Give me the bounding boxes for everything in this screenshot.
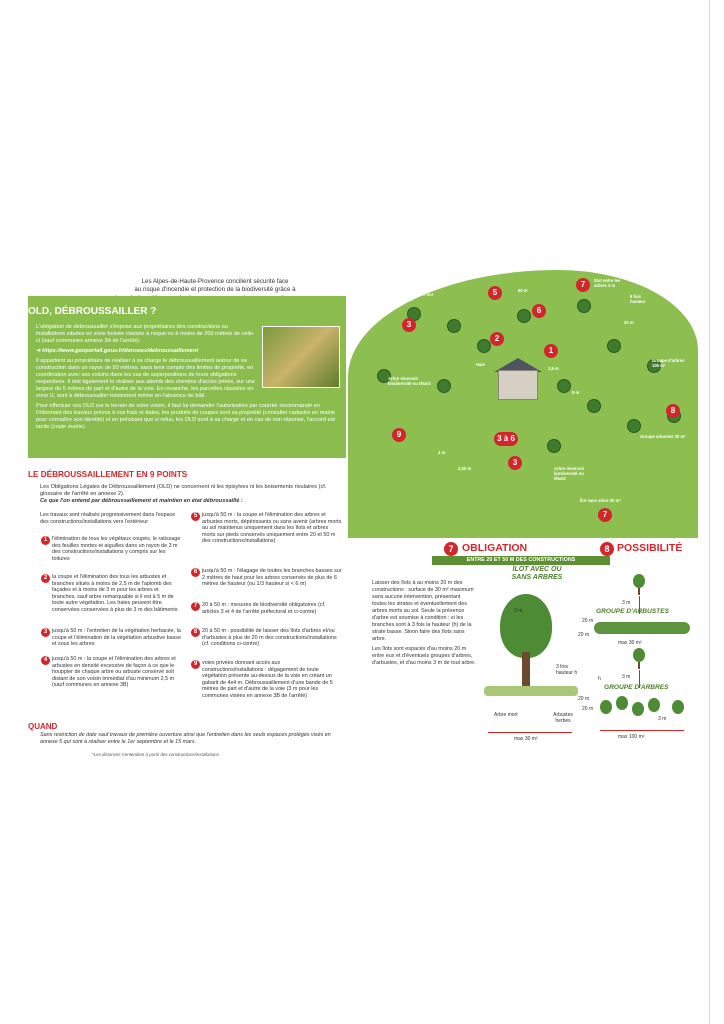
point-4 bbox=[43, 656, 182, 689]
tree-icon bbox=[628, 420, 640, 432]
obligation-paragraph-1: Laisser des îlots à au moins 20 m des constructions : surface de 30 m² maximum sans aucune intervention, présentant toutes les strates et éventuellement des arbres morts au sol. Seule la présence d'arbre est soumise à condition : si les branches sont à 3 fois la hauteur (h) de la strate basse. Sinon faire des îlots sans arbre. bbox=[372, 580, 474, 642]
distance-20m: 20 m bbox=[624, 320, 634, 325]
label-20m-shrubs: 20 m bbox=[582, 618, 594, 624]
tree-icon bbox=[438, 380, 450, 392]
label-3m-top: 3 m bbox=[514, 608, 523, 614]
point-number: 8 bbox=[191, 628, 200, 637]
point-8 bbox=[193, 628, 342, 648]
tree-icon bbox=[518, 310, 530, 322]
point-number: 7 bbox=[191, 602, 200, 611]
label-reservoir-tree-2: Arbre réservoir biodiversité ou têtard bbox=[554, 466, 585, 481]
debroussaillement-intro bbox=[40, 484, 340, 505]
possibilite-badge: 8 bbox=[600, 542, 614, 556]
obligation-band: ENTRE 20 ET 50 M DES CONSTRUCTIONS bbox=[432, 556, 610, 565]
label-3m-shrubs: 3 m bbox=[622, 600, 631, 606]
distance-4m: 4 m bbox=[438, 450, 446, 455]
point-number: 9 bbox=[191, 660, 200, 669]
quand-title: QUAND bbox=[28, 722, 58, 731]
label-reservoir-tree: Arbre réservoir biodiversité ou têtard bbox=[388, 376, 431, 386]
tree-icon bbox=[578, 300, 590, 312]
badge-2: 2 bbox=[490, 332, 504, 346]
quand-text: Sans restriction de date sauf travaux de première ouverture ainsi que l'entretien dans les seuls espaces protégés visés en annexe 5 qui sont à réaliser entre le 1er septembre et le 15 mars. bbox=[40, 732, 331, 745]
label-shrub-group: Groupe arbustes 30 m² bbox=[640, 434, 686, 439]
tree-icon bbox=[672, 700, 684, 714]
label-tree-distance: Dist entre les arbres 3 m bbox=[594, 278, 621, 288]
tree-icon bbox=[616, 696, 628, 710]
label-dead-tree-fig: Arbre mort bbox=[494, 712, 518, 718]
tree-icon bbox=[632, 702, 644, 716]
label-20m-b: 20 m bbox=[578, 696, 590, 702]
point-text: l'élimination de tous les végétaux coupés, le ratissage des feuilles mortes et aiguilles dans un rayon de 3 m des constructions/installations y compris sur les toitures bbox=[52, 536, 181, 562]
tree-icon bbox=[600, 700, 612, 714]
intro-question: Ce que l'on entend par débroussaillement et maintien en état débroussaillé : bbox=[40, 498, 243, 504]
distance-2-50m: 2,50 m bbox=[458, 466, 472, 471]
header-line-2: au risque d'incendie et protection de la biodiversité grâce à bbox=[134, 286, 296, 293]
badge-8: 8 bbox=[666, 404, 680, 418]
point-number: 2 bbox=[41, 574, 50, 583]
label-max-30-shrubs: max 30 m² bbox=[618, 640, 642, 646]
point-number: 3 bbox=[41, 628, 50, 637]
point-number: 6 bbox=[191, 568, 200, 577]
property-illustration bbox=[348, 270, 698, 538]
old-paragraph-2: Il appartient au propriétaire de réaliser à sa charge le débroussaillement autour de sa construction dans un rayon de 50 mètres, sans tenir compte des limites de propriété, en coordination avec ses voisins dans les cas de superpositions de leurs obligations respectives. Il doit également le réaliser aux abords des chemins d'accès privés, sur une largeur de 5 mètres de part et d'autre de la voie. En revanche, les parcelles classées en zone U, sont à débroussailler totalement même en l'absence de bâti. bbox=[36, 358, 256, 399]
tree-icon bbox=[608, 340, 620, 352]
label-islet: Îlot sans arbre 30 m² bbox=[580, 498, 621, 503]
shrub-group-label: GROUPE D'ARBUSTES bbox=[596, 608, 670, 615]
old-title: OLD, DÉBROUSSAILLER ? bbox=[28, 306, 157, 317]
islet-tree-illustration bbox=[500, 594, 552, 658]
ilot-heading: ÎLOT AVEC OU SANS ARBRES bbox=[511, 566, 563, 581]
point-text: la coupe et l'élimination des tous les arbustes et branches situés à moins de 2,5 m de l'aplomb des façades et à moins de 3 m pour les arbres et branches, sauf arbre remarquable si il est à 5 m de toute autre végétation. Les haies peuvent être conservées conservées à plus de 3 m des bâtiments bbox=[52, 574, 178, 613]
badge-9: 9 bbox=[392, 428, 406, 442]
point-9 bbox=[193, 660, 342, 700]
badge-1: 1 bbox=[544, 344, 558, 358]
header-line-1: Les Alpes-de-Haute-Provence concilient sécurité face bbox=[141, 278, 289, 285]
tree-icon bbox=[588, 400, 600, 412]
point-6 bbox=[193, 568, 342, 588]
label-tree-group: Groupe d'arbres 100 m² bbox=[652, 358, 685, 368]
label-3m-spacing: 3 m bbox=[658, 716, 667, 722]
old-paragraph-1: L'obligation de débroussailler s'impose aux propriétaires des constructions ou installations situées en zone boisée classée à risque ou à moins de 200 mètres de celle-ci (sauf communes annexe 3A de l'arrêté). bbox=[36, 324, 255, 344]
point-number: 5 bbox=[191, 512, 200, 521]
point-number: 1 bbox=[41, 536, 50, 545]
tree-icon bbox=[478, 340, 490, 352]
distance-2-5m: 2,5 m bbox=[548, 366, 559, 371]
tree-icon bbox=[548, 440, 560, 452]
old-paragraph-3: Pour effectuer vos OLD sur le terrain de votre voisin, il faut lui demander l'autorisation par courrier recommandé en l'informant des travaux prévus à vos frais et dates, les produits de coupes sont sa propriété (consulter cadastre en mairie pour connaître son identité) et en précisant que si refus, les OLD sont à sa charge et en cas de non réponse, l'accord est tacite (copie mairie) bbox=[36, 403, 335, 430]
badge-6: 6 bbox=[532, 304, 546, 318]
badge-3-to-6: 3 à 6 bbox=[494, 432, 518, 446]
point-text: jusqu'à 50 m : la coupe et l'élimination des arbres et arbustes morts, dépérissants ou sans avenir (arbres morts au sol maintenus uniquement dans les îlots et arbres morts sur pieds conservés uniquement entre 20 et 50 m des constructions/installations) bbox=[202, 512, 342, 545]
label-h: h bbox=[598, 676, 601, 682]
width-arrow bbox=[600, 730, 684, 731]
label-shrubs-grass: Arbustes herbes bbox=[553, 712, 573, 724]
badge-3-lower: 3 bbox=[508, 456, 522, 470]
point-text: jusqu'à 50 m : l'élagage de toutes les branches basses sur 2 mètres de haut pour les arbres conservés de plus de 6 mètres de hauteur (ou 1/3 hauteur si < 6 m) bbox=[202, 568, 342, 588]
tree-trunk bbox=[638, 662, 640, 669]
point-3 bbox=[43, 628, 182, 648]
label-3-times-height: 3 fois hauteur h bbox=[556, 664, 578, 676]
badge-3: 3 bbox=[402, 318, 416, 332]
obligation-title: OBLIGATION bbox=[462, 542, 528, 554]
point-text: 20 à 50 m : possibilité de laisser des îlots d'arbres et/ou d'arbustes à plus de 20 m des constructions/installations (cf. conditions ci-contre) bbox=[202, 628, 337, 648]
label-20m-trees: 20 m bbox=[582, 706, 594, 712]
tree-icon bbox=[558, 380, 570, 392]
scan-edge bbox=[709, 0, 710, 1024]
point-text: 20 à 50 m : mesures de biodiversité obligatoires (cf. articles 3 et 4 de l'arrêté préfectoral et ci-contre) bbox=[202, 602, 326, 615]
tree-trunk bbox=[638, 588, 640, 595]
width-arrow bbox=[488, 732, 572, 733]
label-20m-a: 20 m bbox=[578, 632, 590, 638]
old-text bbox=[36, 324, 336, 434]
obligation-badge: 7 bbox=[444, 542, 458, 556]
distance-5m: 5 m bbox=[572, 390, 580, 395]
label-8-times: 8 fois hauteur bbox=[630, 294, 646, 304]
tree-icon bbox=[648, 698, 660, 712]
badge-5: 5 bbox=[488, 286, 502, 300]
obligation-text bbox=[372, 580, 476, 670]
label-max-100: max 100 m² bbox=[618, 734, 645, 740]
label-hedge: Haie bbox=[476, 362, 485, 367]
point-text: jusqu'à 50 m : l'entretien de la végétation herbacée, la coupe et l'élimination de la végétation arbustive basse et sous les arbres bbox=[52, 628, 181, 648]
point-text: jusqu'à 50 m : la coupe et l'élimination des arbres et arbustes en densité excessive de façon à ce que le houppier de chaque arbre ou arbuste conservé soit distant de son voisin immédiat d'au minimum 2,5 m (sauf communes en annexe 3B) bbox=[52, 656, 176, 689]
tree-group-tree-icon bbox=[633, 648, 645, 662]
geoportail-link[interactable]: ➜ https://www.geoportail.gouv.fr/donnees/debroussaillement bbox=[36, 348, 199, 354]
badge-7-bottom: 7 bbox=[598, 508, 612, 522]
badge-7-top: 7 bbox=[576, 278, 590, 292]
tree-icon bbox=[448, 320, 460, 332]
intro-text: Les Obligations Légales de Débroussaillement (OLD) ne concernent ni les ripisylves ni les boisements rivulaires (cf. glossaire de l'arrêté en annexe 2). bbox=[40, 484, 327, 497]
label-dead-tree: Arbre mort sur pied bbox=[404, 292, 434, 302]
point-2 bbox=[43, 574, 182, 614]
debroussaillement-title: LE DÉBROUSSAILLEMENT EN 9 POINTS bbox=[28, 470, 188, 479]
tree-group-label: GROUPE D'ARBRES bbox=[604, 684, 669, 691]
point-5 bbox=[193, 512, 342, 545]
point-7 bbox=[193, 602, 342, 615]
works-intro: Les travaux sont réalisés progressivement dans l'espace des constructions/installations vers l'extérieur bbox=[40, 512, 176, 525]
distance-note: *Les distances s'entendent à partir des constructions/installations. bbox=[92, 752, 220, 757]
shrub-row-illustration bbox=[594, 622, 690, 634]
islet-ground bbox=[484, 686, 578, 696]
point-number: 4 bbox=[41, 656, 50, 665]
point-text: voies privées donnant accès aux constructions/installations : dégagement de toute végétation présente au-dessus de la voie en créant un gabarit de 4x4 m. Débroussaillement d'une bande de 5 mètres de part et d'autre de la voie (3 m pour les communes visées en annexe 3B de l'arrêté) bbox=[202, 660, 333, 699]
distance-50m: 50 m bbox=[518, 288, 528, 293]
obligation-paragraph-2: Les îlots sont espacés d'au moins 20 m entre eux et d'éventuels groupes d'arbres, d'arbustes, et d'au moins 3 m de tout arbre. bbox=[372, 646, 476, 666]
label-3m-trees: 3 m bbox=[622, 674, 631, 680]
house bbox=[498, 370, 538, 400]
point-1 bbox=[43, 536, 182, 562]
shrub-group-tree-icon bbox=[633, 574, 645, 588]
possibilite-title: POSSIBILITÉ bbox=[617, 542, 683, 554]
label-max-30: max 30 m² bbox=[514, 736, 538, 742]
